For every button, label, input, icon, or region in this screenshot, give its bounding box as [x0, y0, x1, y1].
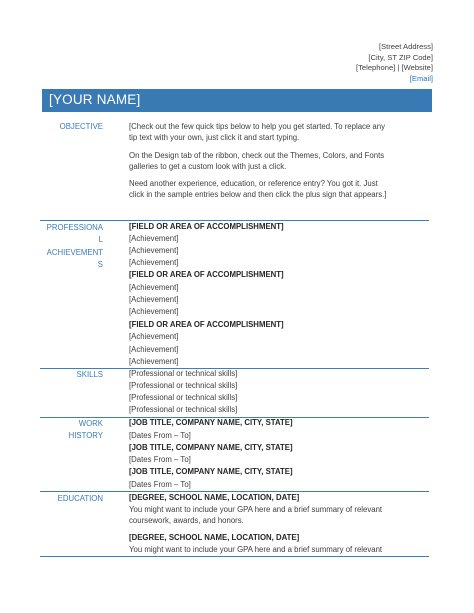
- phone-website[interactable]: [Telephone] | [Website]: [356, 63, 433, 73]
- label-line: S: [97, 259, 103, 269]
- achievement-item[interactable]: [Achievement]: [129, 258, 179, 267]
- objective-line: galleries to get a custom look with just a click.: [129, 161, 287, 171]
- street-address[interactable]: [Street Address]: [378, 42, 433, 51]
- skill-item[interactable]: [Professional or technical skills]: [129, 393, 238, 402]
- education-label: EDUCATION: [57, 494, 103, 503]
- achievement-item[interactable]: [Achievement]: [129, 295, 179, 304]
- field-heading[interactable]: [FIELD OR AREA OF ACCOMPLISHMENT]: [129, 222, 284, 231]
- education-summary[interactable]: coursework, awards, and honors.: [129, 516, 244, 525]
- achievement-item[interactable]: [Achievement]: [129, 345, 179, 354]
- job-heading[interactable]: [JOB TITLE, COMPANY NAME, CITY, STATE]: [129, 418, 293, 427]
- objective-line: On the Design tab of the ribbon, check out the Themes, Colors, and Fonts: [129, 150, 385, 160]
- skill-item[interactable]: [Professional or technical skills]: [129, 369, 238, 378]
- skill-item[interactable]: [Professional or technical skills]: [129, 405, 238, 414]
- section-divider: [40, 491, 429, 492]
- achievement-item[interactable]: [Achievement]: [129, 332, 179, 341]
- job-dates[interactable]: [Dates From – To]: [129, 455, 191, 464]
- objective-line: click in the sample entries below and then click the plus sign that appears.]: [129, 190, 387, 200]
- label-line: WORK: [78, 419, 103, 428]
- job-dates[interactable]: [Dates From – To]: [129, 480, 191, 489]
- section-divider: [40, 220, 429, 221]
- education-summary[interactable]: You might want to include your GPA here and a brief summary of relevant: [129, 505, 383, 514]
- skills-label: SKILLS: [76, 370, 103, 379]
- label-line: PROFESSIONA: [46, 223, 103, 232]
- achievement-item[interactable]: [Achievement]: [129, 246, 179, 255]
- field-heading[interactable]: [FIELD OR AREA OF ACCOMPLISHMENT]: [129, 270, 284, 279]
- achievement-item[interactable]: [Achievement]: [129, 234, 179, 243]
- skill-item[interactable]: [Professional or technical skills]: [129, 381, 238, 390]
- label-line: HISTORY: [68, 431, 103, 441]
- achievements-label: [42, 222, 103, 271]
- objective-line: [Check out the few quick tips below to help you get started. To replace any: [129, 122, 386, 131]
- objective-label: OBJECTIVE: [59, 122, 103, 131]
- job-dates[interactable]: [Dates From – To]: [129, 431, 191, 440]
- label-line: ACHIEVEMENT: [46, 247, 103, 257]
- city-zip[interactable]: [City, ST ZIP Code]: [368, 52, 433, 62]
- objective-line: Need another experience, education, or reference entry? You got it. Just: [129, 179, 378, 189]
- contact-block: [356, 42, 433, 84]
- degree-heading[interactable]: [DEGREE, SCHOOL NAME, LOCATION, DATE]: [129, 493, 300, 502]
- achievement-item[interactable]: [Achievement]: [129, 307, 179, 316]
- label-line: L: [98, 235, 103, 245]
- education-summary[interactable]: You might want to include your GPA here and a brief summary of relevant: [129, 545, 383, 554]
- job-heading[interactable]: [JOB TITLE, COMPANY NAME, CITY, STATE]: [129, 443, 293, 452]
- degree-heading[interactable]: [DEGREE, SCHOOL NAME, LOCATION, DATE]: [129, 533, 300, 542]
- achievement-item[interactable]: [Achievement]: [129, 283, 179, 292]
- objective-line: tip text with your own, just click it and start typing.: [129, 133, 300, 143]
- work-history-label: [42, 418, 103, 443]
- job-heading[interactable]: [JOB TITLE, COMPANY NAME, CITY, STATE]: [129, 467, 293, 476]
- objective-text[interactable]: [129, 121, 429, 207]
- achievement-item[interactable]: [Achievement]: [129, 357, 179, 366]
- section-divider: [40, 556, 429, 557]
- field-heading[interactable]: [FIELD OR AREA OF ACCOMPLISHMENT]: [129, 320, 284, 329]
- your-name[interactable]: [YOUR NAME]: [49, 92, 141, 107]
- email[interactable]: [Email]: [409, 73, 433, 83]
- name-banner: [42, 89, 432, 112]
